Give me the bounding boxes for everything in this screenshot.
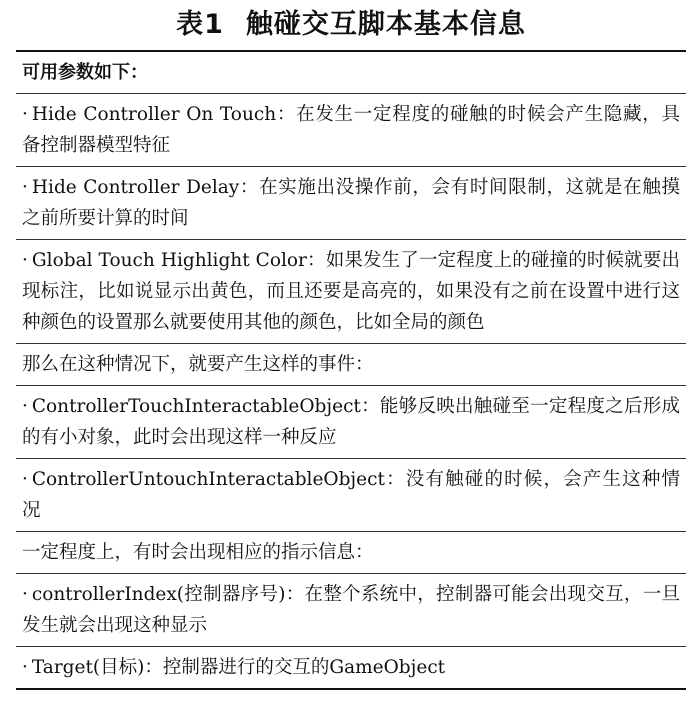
bullet-icon: · [22,469,28,490]
row-text: ControllerUntouchInteractableObject：没有触碰的时候，会产生这种情况 [22,469,680,521]
table-number: 表1 [176,9,224,40]
table-row-2 [16,167,686,240]
row-text: 那么在这种情况下，就要产生这样的事件： [22,354,374,375]
table-row-8 [16,574,686,647]
row-text: Global Touch Highlight Color：如果发生了一定程度上的碰撞的时候就要出现标注，比如说显示出黄色，而且还要是高亮的，如果没有之前在设置中进行这种颜色的设置那么就要使用其他的颜色，比如全局的颜色 [22,250,680,333]
bullet-icon: · [22,250,28,271]
info-table [16,50,686,690]
bullet-icon: · [22,104,28,125]
row-text: 一定程度上，有时会出现相应的指示信息： [22,542,374,563]
table-title [16,0,686,50]
table-row-3 [16,240,686,344]
bullet-icon: · [22,584,28,605]
bullet-icon: · [22,657,28,678]
bullet-icon: · [22,177,28,198]
table-row-1 [16,94,686,167]
table-title-text: 触碰交互脚本基本信息 [245,9,526,40]
table-row-5 [16,386,686,459]
table-row-4 [16,344,686,386]
row-text: controllerIndex(控制器序号)：在整个系统中，控制器可能会出现交互，一旦发生就会出现这种显示 [22,584,680,636]
bullet-icon: · [22,396,28,417]
row-text: Hide Controller On Touch：在发生一定程度的碰触的时候会产生隐藏，具备控制器模型特征 [22,104,680,156]
row-text: Hide Controller Delay：在实施出没操作前，会有时间限制，这就是在触摸之前所要计算的时间 [22,177,680,229]
table-row-6 [16,459,686,532]
row-text: 可用参数如下： [22,62,148,83]
table-row-7 [16,532,686,574]
row-text: ControllerTouchInteractableObject：能够反映出触碰至一定程度之后形成的有小对象，此时会出现这样一种反应 [22,396,680,448]
row-text: Target(目标)：控制器进行的交互的GameObject [31,657,446,678]
table-row-0 [16,52,686,94]
table-row-9 [16,647,686,688]
